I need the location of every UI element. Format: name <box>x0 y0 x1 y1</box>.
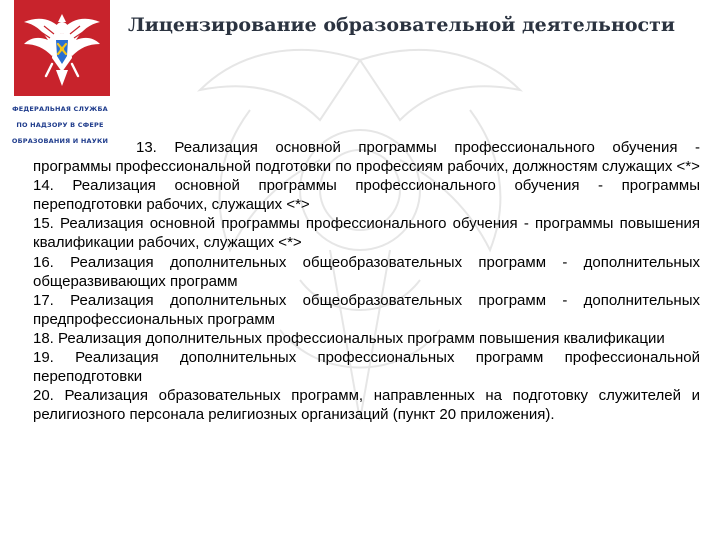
list-item: 18. Реализация дополнительных профессиональных программ повышения квалификации <box>33 329 665 347</box>
licensing-list <box>33 138 700 424</box>
list-item: 17. Реализация дополнительных общеобразовательных программ - дополнительных предпрофессиональных программ <box>33 291 700 328</box>
logo-caption-line: ФЕДЕРАЛЬНАЯ СЛУЖБА <box>12 105 108 113</box>
logo-caption-line: ОБРАЗОВАНИЯ И НАУКИ <box>11 137 109 145</box>
list-item: 13. Реализация основной программы профессионального обучения - программы профессиональной подготовки по профессиям рабочих, должностям служащих <*> <box>33 139 700 176</box>
list-item: 15. Реализация основной программы профессионального обучения - программы повышения квалификации рабочих, служащих <*> <box>33 215 700 252</box>
list-item: 16. Реализация дополнительных общеобразовательных программ - дополнительных общеразвивающих программ <box>33 253 700 290</box>
logo-panel <box>14 0 110 96</box>
eagle-emblem-icon <box>14 0 110 96</box>
list-item: 20. Реализация образовательных программ, направленных на подготовку служителей и религиозного персонала религиозных организаций (пункт 20 приложения). <box>33 387 700 424</box>
page-title: Лицензирование образовательной деятельности <box>128 14 675 36</box>
list-item: 14. Реализация основной программы профессионального обучения - программы переподготовки рабочих, служащих <*> <box>33 177 700 214</box>
logo-caption-line: ПО НАДЗОРУ В СФЕРЕ <box>16 121 104 129</box>
list-item: 19. Реализация дополнительных профессиональных программ профессиональной переподготовки <box>33 349 700 386</box>
